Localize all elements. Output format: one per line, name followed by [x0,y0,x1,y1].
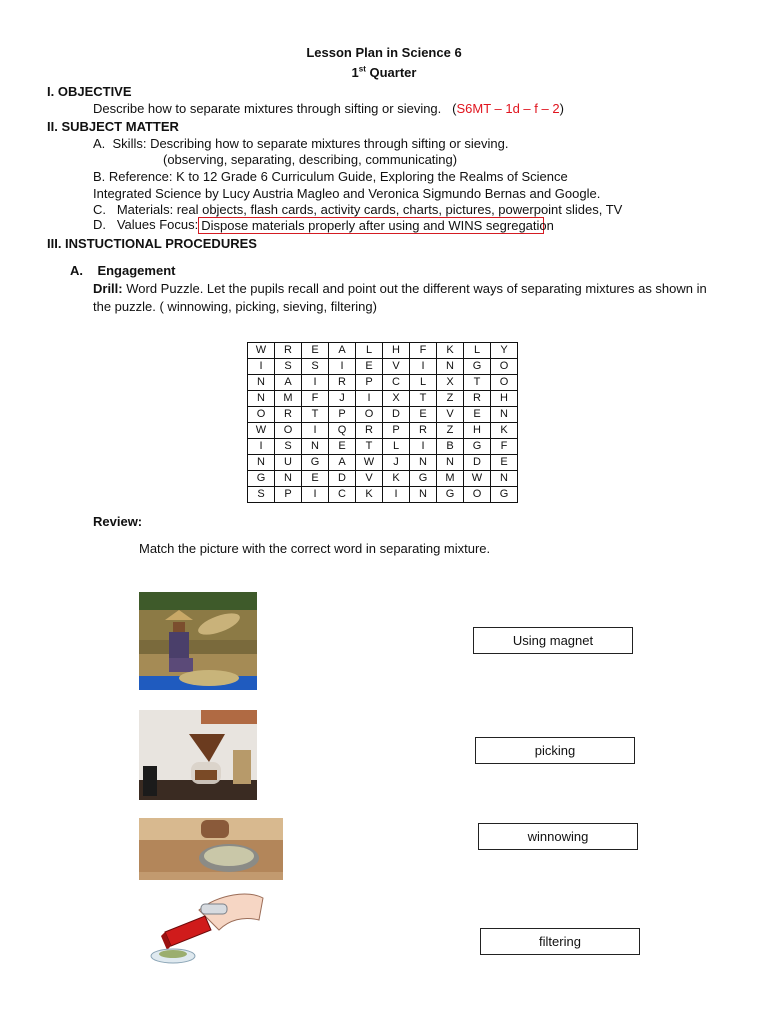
puzzle-row [248,439,518,455]
values-focus-line [93,217,554,234]
puzzle-cell[interactable]: T [410,391,437,407]
puzzle-row [248,343,518,359]
puzzle-cell[interactable]: D [329,471,356,487]
puzzle-cell[interactable]: E [491,455,518,471]
puzzle-cell[interactable]: W [464,471,491,487]
word-puzzle-grid [247,342,518,503]
objective-text-line [93,101,564,116]
puzzle-cell[interactable]: I [410,439,437,455]
puzzle-cell[interactable]: A [329,343,356,359]
puzzle-cell[interactable]: E [410,407,437,423]
puzzle-cell[interactable]: W [356,455,383,471]
skills-line: A. Skills: Describing how to separate mixtures through sifting or sieving. [93,136,509,151]
answer-winnowing[interactable]: winnowing [478,823,638,850]
puzzle-row [248,455,518,471]
puzzle-cell[interactable]: I [410,359,437,375]
engagement-heading: A. Engagement [70,263,176,278]
values-focus-box: Dispose materials properly after using and WINS segregation [198,217,544,234]
puzzle-cell[interactable]: I [356,391,383,407]
puzzle-cell[interactable]: G [464,439,491,455]
puzzle-cell[interactable]: N [275,471,302,487]
puzzle-cell[interactable]: L [383,439,410,455]
materials-line: C. Materials: real objects, flash cards, activity cards, charts, pictures, powerpoint slides, TV [93,202,623,217]
puzzle-cell[interactable]: H [491,391,518,407]
puzzle-cell[interactable]: G [302,455,329,471]
values-focus-label: D. Values Focus: [93,217,199,232]
puzzle-cell[interactable]: O [464,487,491,503]
puzzle-cell[interactable]: L [464,343,491,359]
answer-picking[interactable]: picking [475,737,635,764]
review-instruction: Match the picture with the correct word in separating mixture. [139,541,491,556]
puzzle-cell[interactable]: R [275,407,302,423]
puzzle-cell[interactable]: T [356,439,383,455]
puzzle-cell[interactable]: X [437,375,464,391]
reference-line-2: Integrated Science by Lucy Austria Magleo and Veronica Sigmundo Bernas and Google. [93,186,601,201]
puzzle-cell[interactable]: C [383,375,410,391]
puzzle-cell[interactable]: E [356,359,383,375]
objective-code-close: ) [559,101,564,116]
puzzle-cell[interactable]: Q [329,423,356,439]
puzzle-row [248,391,518,407]
farmer-winnowing-photo [139,592,257,690]
puzzle-cell[interactable]: O [491,359,518,375]
puzzle-cell[interactable]: A [329,455,356,471]
puzzle-cell[interactable]: R [275,343,302,359]
puzzle-row [248,423,518,439]
quarter-number: 1 [351,65,359,80]
puzzle-cell[interactable]: O [275,423,302,439]
puzzle-cell[interactable]: M [275,391,302,407]
puzzle-cell[interactable]: Z [437,423,464,439]
reference-line-1: B. Reference: K to 12 Grade 6 Curriculum Guide, Exploring the Realms of Science [93,169,568,184]
puzzle-cell[interactable]: I [302,487,329,503]
puzzle-cell[interactable]: G [410,471,437,487]
puzzle-cell[interactable]: O [248,407,275,423]
puzzle-cell[interactable]: K [491,423,518,439]
review-label: Review: [93,514,143,529]
quarter-label: Quarter [369,65,417,80]
puzzle-cell[interactable]: I [329,359,356,375]
page-title: Lesson Plan in Science 6 [306,45,462,60]
puzzle-cell[interactable]: D [383,407,410,423]
objective-text: Describe how to separate mixtures through sifting or sieving. [93,101,442,116]
answer-using-magnet[interactable]: Using magnet [473,627,633,654]
puzzle-cell[interactable]: U [275,455,302,471]
puzzle-cell[interactable]: S [248,487,275,503]
puzzle-cell[interactable]: P [329,407,356,423]
puzzle-cell[interactable]: N [491,407,518,423]
puzzle-cell[interactable]: L [356,343,383,359]
puzzle-cell[interactable]: V [437,407,464,423]
puzzle-cell[interactable]: Y [491,343,518,359]
puzzle-row [248,375,518,391]
puzzle-cell[interactable]: N [248,375,275,391]
puzzle-cell[interactable]: F [491,439,518,455]
puzzle-cell[interactable]: P [383,423,410,439]
puzzle-cell[interactable]: N [437,359,464,375]
puzzle-row [248,407,518,423]
objective-code: S6MT – 1d – f – 2 [456,101,560,116]
puzzle-cell[interactable]: I [248,359,275,375]
puzzle-cell[interactable]: P [275,487,302,503]
answer-filtering[interactable]: filtering [480,928,640,955]
puzzle-cell[interactable]: N [302,439,329,455]
puzzle-cell[interactable]: K [383,471,410,487]
puzzle-cell[interactable]: E [302,471,329,487]
puzzle-cell[interactable]: I [248,439,275,455]
puzzle-cell[interactable]: N [437,455,464,471]
puzzle-cell[interactable]: G [464,359,491,375]
puzzle-cell[interactable]: N [410,455,437,471]
objective-code-open: ( [452,101,457,116]
puzzle-cell[interactable]: W [248,423,275,439]
puzzle-cell[interactable]: F [410,343,437,359]
puzzle-cell[interactable]: V [383,359,410,375]
puzzle-cell[interactable]: H [383,343,410,359]
puzzle-cell[interactable]: N [248,455,275,471]
puzzle-cell[interactable]: N [491,471,518,487]
puzzle-cell[interactable]: J [383,455,410,471]
puzzle-row [248,359,518,375]
magnet-illustration [139,890,267,968]
puzzle-cell[interactable]: B [437,439,464,455]
puzzle-cell[interactable]: R [410,423,437,439]
puzzle-cell[interactable]: D [464,455,491,471]
puzzle-cell[interactable]: I [302,423,329,439]
drill-text-1: Word Puzzle. Let the pupils recall and point out the different ways of separating mixtures as shown in [122,281,707,296]
puzzle-cell[interactable]: O [356,407,383,423]
drill-line-2: the puzzle. ( winnowing, picking, sieving, filtering) [93,299,377,314]
puzzle-cell[interactable]: R [329,375,356,391]
puzzle-cell[interactable]: V [356,471,383,487]
puzzle-row [248,487,518,503]
puzzle-cell[interactable]: N [248,391,275,407]
subject-heading: II. SUBJECT MATTER [47,119,179,134]
quarter-suffix: st [358,64,366,74]
puzzle-cell[interactable]: I [383,487,410,503]
puzzle-cell[interactable]: R [464,391,491,407]
puzzle-cell[interactable]: E [302,343,329,359]
puzzle-row [248,471,518,487]
puzzle-cell[interactable]: S [275,439,302,455]
puzzle-cell[interactable]: X [383,391,410,407]
puzzle-cell[interactable]: J [329,391,356,407]
puzzle-cell[interactable]: T [302,407,329,423]
puzzle-cell[interactable]: P [356,375,383,391]
puzzle-cell[interactable]: R [356,423,383,439]
hand-sieve-photo [139,818,283,880]
puzzle-cell[interactable]: L [410,375,437,391]
puzzle-cell[interactable]: F [302,391,329,407]
puzzle-cell[interactable]: S [275,359,302,375]
puzzle-cell[interactable]: M [437,471,464,487]
drill-label: Drill: [93,281,123,296]
objective-heading: I. OBJECTIVE [47,84,132,99]
drill-line-1 [93,281,707,296]
skills-sub-line: (observing, separating, describing, communicating) [163,152,458,167]
puzzle-cell[interactable]: G [437,487,464,503]
puzzle-cell[interactable]: C [329,487,356,503]
puzzle-cell[interactable]: E [329,439,356,455]
puzzle-cell[interactable]: G [248,471,275,487]
puzzle-cell[interactable]: G [491,487,518,503]
puzzle-cell[interactable]: E [464,407,491,423]
puzzle-cell[interactable]: A [275,375,302,391]
puzzle-cell[interactable]: T [464,375,491,391]
puzzle-cell[interactable]: S [302,359,329,375]
puzzle-cell[interactable]: K [437,343,464,359]
puzzle-cell[interactable]: O [491,375,518,391]
coffee-filter-photo [139,710,257,800]
puzzle-cell[interactable]: K [356,487,383,503]
puzzle-cell[interactable]: W [248,343,275,359]
puzzle-cell[interactable]: I [302,375,329,391]
quarter-heading [0,65,768,80]
procedures-heading: III. INSTUCTIONAL PROCEDURES [47,236,257,251]
puzzle-cell[interactable]: Z [437,391,464,407]
puzzle-cell[interactable]: N [410,487,437,503]
puzzle-cell[interactable]: H [464,423,491,439]
